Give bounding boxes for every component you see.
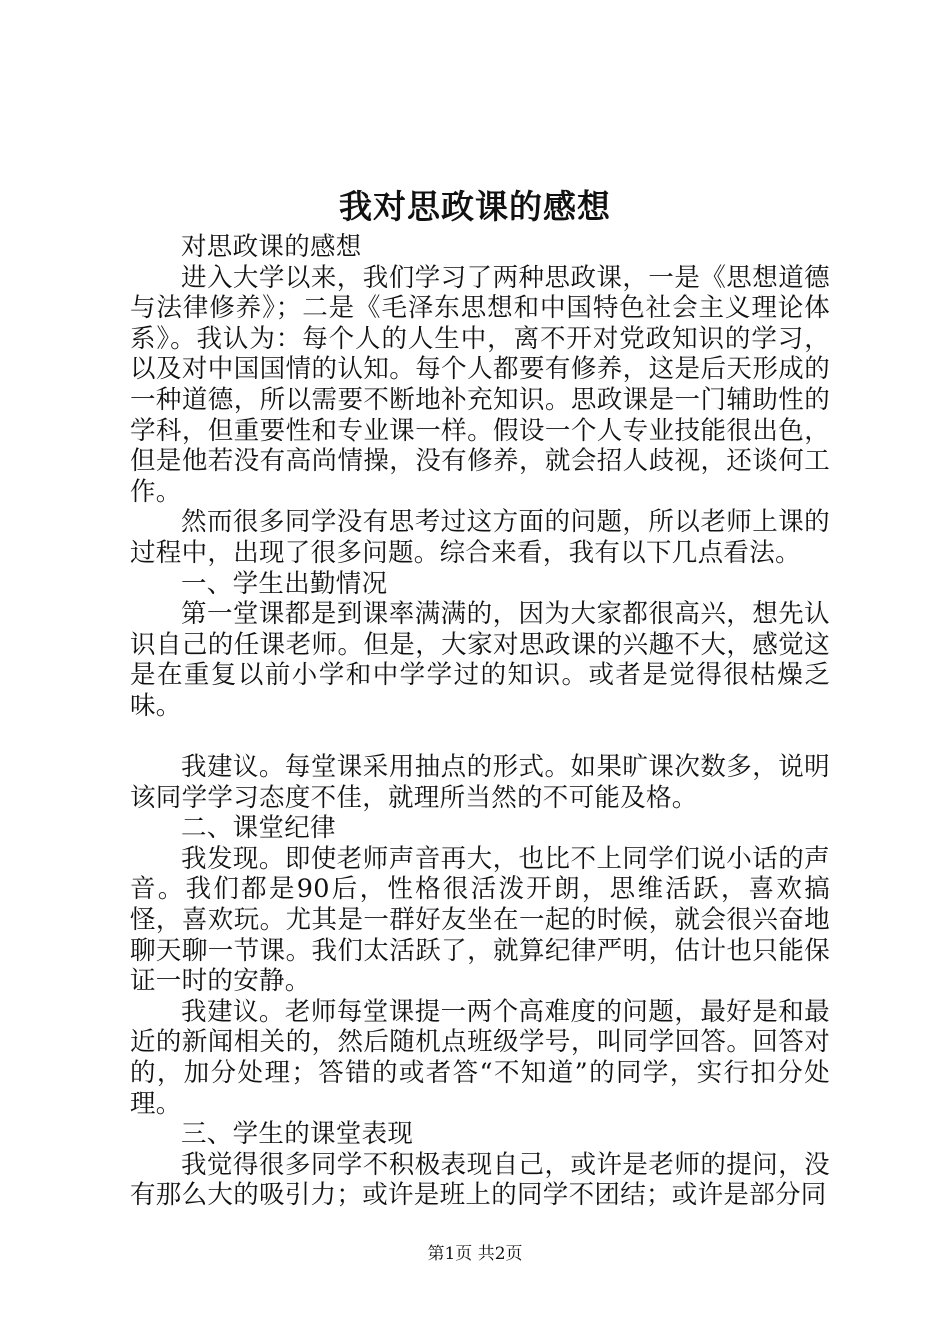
subtitle-paragraph: 对思政课的感想	[181, 232, 362, 262]
document-title: 我对思政课的感想	[339, 187, 611, 226]
attendance-suggestion-paragraph: 我建议。每堂课采用抽点的形式。如果旷课次数多，说明该同学学习态度不佳，就理所当然的不可能及格。	[130, 752, 830, 813]
document-body	[130, 232, 830, 1211]
discipline-suggestion-paragraph: 我建议。老师每堂课提一两个高难度的问题，最好是和最近的新闻相关的，然后随机点班级学号，叫同学回答。回答对的，加分处理；答错的或者答“不知道”的同学，实行扣分处理。	[130, 996, 830, 1119]
section-heading-attendance: 一、学生出勤情况	[181, 568, 388, 599]
discipline-paragraph: 我发现。即使老师声音再大，也比不上同学们说小话的声音。我们都是90后，性格很活泼开朗，思维活跃，喜欢搞怪，喜欢玩。尤其是一群好友坐在一起的时候，就会很兴奋地聊天聊一节课。我们太活跃了，就算纪律严明，估计也只能保证一时的安静。	[130, 843, 830, 997]
section-heading-performance: 三、学生的课堂表现	[181, 1119, 414, 1150]
page-number-footer: 第1页 共2页	[427, 1244, 523, 1264]
intro-paragraph: 进入大学以来，我们学习了两种思政课，一是《思想道德与法律修养》；二是《毛泽东思想和中国特色社会主义理论体系》。我认为：每个人的人生中，离不开对党政知识的学习，以及对中国国情的认知。每个人都要有修养，这是后天形成的一种道德，所以需要不断地补充知识。思政课是一门辅助性的学科，但重要性和专业课一样。假设一个人专业技能很出色，但是他若没有高尚情操，没有修养，就会招人歧视，还谈何工作。	[130, 262, 830, 507]
section-heading-discipline: 二、课堂纪律	[181, 813, 336, 844]
attendance-paragraph: 第一堂课都是到课率满满的，因为大家都很高兴，想先认识自己的任课老师。但是，大家对思政课的兴趣不大，感觉这是在重复以前小学和中学学过的知识。或者是觉得很枯燥乏味。	[130, 599, 830, 721]
problems-paragraph: 然而很多同学没有思考过这方面的问题，所以老师上课的过程中，出现了很多问题。综合来看，我有以下几点看法。	[130, 507, 830, 568]
performance-paragraph: 我觉得很多同学不积极表现自己，或许是老师的提问，没有那么大的吸引力；或许是班上的同学不团结；或许是部分同	[130, 1149, 830, 1211]
